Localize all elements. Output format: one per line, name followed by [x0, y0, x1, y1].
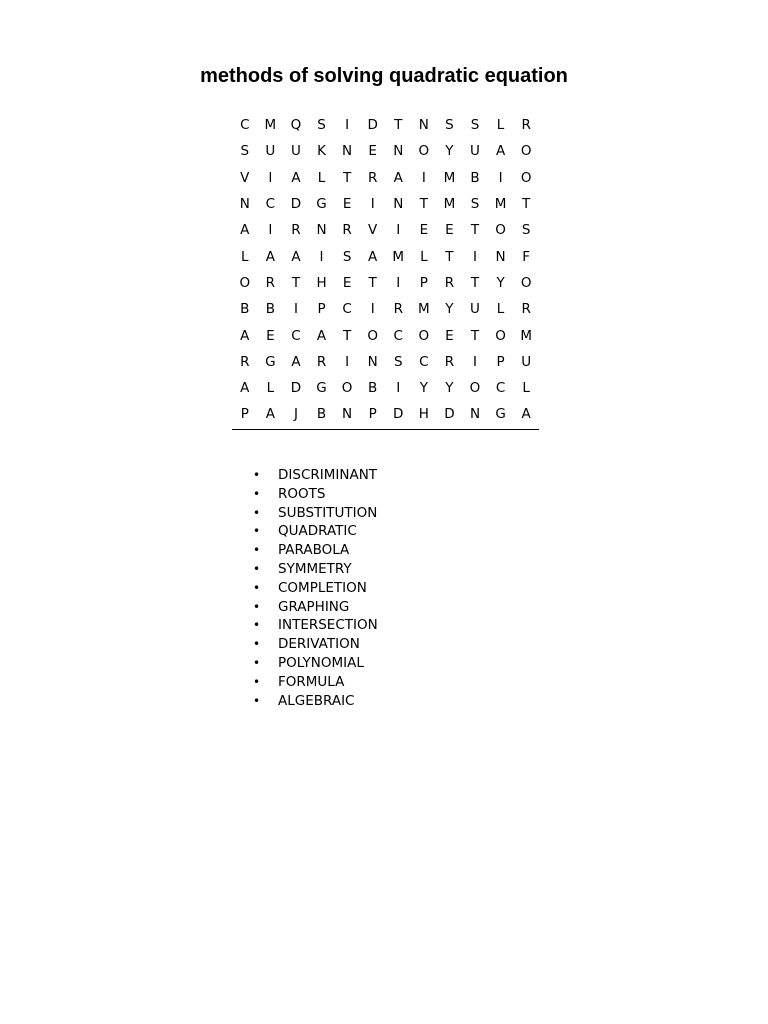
grid-letter: T	[291, 274, 301, 291]
grid-letter: U	[470, 143, 480, 160]
grid-letter: S	[393, 353, 403, 370]
grid-row	[232, 296, 539, 322]
grid-letter: L	[420, 248, 428, 265]
grid-letter: E	[266, 327, 275, 344]
grid-letter: P	[368, 406, 377, 423]
grid-letter: G	[495, 406, 506, 423]
grid-letter: C	[265, 196, 276, 213]
grid-row	[232, 138, 539, 164]
grid-letter: R	[342, 222, 352, 239]
grid-letter: R	[521, 301, 531, 318]
grid-letter: A	[393, 169, 403, 186]
grid-letter: I	[498, 169, 503, 186]
word-list-item: • INTERSECTION	[250, 616, 378, 635]
grid-letter: O	[418, 327, 430, 344]
grid-letter: A	[240, 327, 250, 344]
grid-row	[232, 191, 539, 217]
grid-letter: L	[496, 117, 505, 134]
grid-row	[232, 401, 539, 427]
grid-letter: V	[368, 222, 378, 239]
grid-letter: C	[342, 301, 352, 318]
grid-row	[232, 349, 539, 375]
grid-letter: M	[443, 169, 456, 186]
grid-letter: L	[496, 301, 505, 318]
grid-letter: R	[291, 222, 301, 239]
grid-letter: U	[521, 353, 532, 370]
grid-letter: E	[342, 196, 352, 213]
grid-letter: D	[367, 117, 378, 134]
grid-letter: P	[240, 406, 249, 423]
grid-letter: G	[265, 353, 276, 370]
grid-letter: I	[396, 274, 401, 291]
grid-letter: O	[520, 143, 532, 160]
grid-letter: P	[317, 301, 326, 318]
grid-letter: A	[240, 222, 250, 239]
grid-letter: G	[316, 380, 327, 397]
grid-letter: L	[266, 380, 275, 397]
grid-letter: S	[470, 196, 480, 213]
grid-letter: N	[239, 196, 250, 213]
grid-letter: G	[316, 196, 327, 213]
grid-letter: C	[240, 117, 250, 134]
grid-letter: E	[342, 274, 352, 291]
word-list-item: • QUADRATIC	[250, 522, 378, 541]
grid-letter: A	[291, 169, 301, 186]
word-list-item: • SYMMETRY	[250, 560, 378, 579]
grid-letter: E	[419, 222, 429, 239]
grid-letter: O	[341, 380, 353, 397]
grid-letter: O	[520, 169, 532, 186]
grid-letter: T	[394, 117, 403, 134]
grid-letter: N	[367, 353, 378, 370]
grid-letter: P	[496, 353, 505, 370]
grid-letter: O	[495, 222, 506, 239]
grid-letter: F	[522, 248, 531, 265]
grid-letter: A	[265, 406, 275, 423]
grid-letter: R	[393, 301, 403, 318]
word-list-item: • ROOTS	[250, 485, 378, 504]
grid-letter: N	[418, 117, 429, 134]
grid-letter: A	[265, 248, 275, 265]
page-title: methods of solving quadratic equation	[200, 65, 568, 87]
grid-row	[232, 217, 539, 243]
grid-letter: E	[445, 222, 454, 239]
grid-letter: N	[495, 248, 506, 265]
grid-letter: N	[393, 143, 404, 160]
word-list-item: • COMPLETION	[250, 579, 378, 598]
grid-letter: R	[367, 169, 378, 186]
grid-letter: N	[393, 196, 404, 213]
grid-letter: C	[393, 327, 403, 344]
word-list-item: • POLYNOMIAL	[250, 654, 378, 673]
grid-letter: I	[293, 301, 298, 318]
grid-row	[232, 243, 539, 269]
grid-letter: R	[240, 353, 250, 370]
grid-letter: L	[241, 248, 249, 265]
grid-letter: S	[240, 143, 250, 160]
grid-letter: T	[368, 274, 377, 291]
word-search-grid	[232, 112, 539, 430]
grid-letter: I	[345, 353, 350, 370]
grid-letter: B	[470, 169, 480, 186]
grid-letter: H	[316, 274, 327, 291]
word-list-item: • DERIVATION	[250, 635, 378, 654]
word-list-item: • ALGEBRAIC	[250, 692, 378, 711]
grid-letter: C	[419, 353, 429, 370]
grid-letter: S	[317, 117, 326, 134]
grid-letter: E	[368, 143, 377, 160]
grid-letter: R	[444, 274, 455, 291]
grid-letter: B	[316, 406, 327, 423]
grid-letter: U	[265, 143, 276, 160]
grid-letter: D	[290, 196, 302, 213]
grid-letter: T	[419, 196, 428, 213]
grid-letter: T	[522, 196, 531, 213]
grid-letter: N	[342, 143, 353, 160]
word-list-item: • GRAPHING	[250, 598, 378, 617]
grid-letter: K	[317, 143, 326, 160]
grid-letter: S	[521, 222, 531, 239]
word-list	[250, 466, 378, 710]
grid-letter: Y	[445, 301, 454, 318]
grid-letter: T	[342, 327, 352, 344]
grid-letter: S	[445, 117, 454, 134]
grid-letter: Q	[290, 117, 302, 134]
grid-letter: Y	[445, 380, 454, 397]
grid-letter: A	[368, 248, 378, 265]
grid-letter: I	[268, 222, 273, 239]
grid-letter: I	[319, 248, 324, 265]
grid-letter: C	[291, 327, 301, 344]
word-list-item: • FORMULA	[250, 673, 378, 692]
grid-letter: M	[392, 248, 405, 265]
grid-letter: M	[443, 196, 456, 213]
grid-letter: O	[418, 143, 430, 160]
grid-letter: N	[316, 222, 327, 239]
grid-letter: A	[291, 353, 301, 370]
grid-letter: T	[470, 222, 480, 239]
grid-letter: V	[240, 169, 250, 186]
grid-letter: J	[293, 406, 298, 423]
grid-letter: B	[368, 380, 378, 397]
word-list-item: • SUBSTITUTION	[250, 504, 378, 523]
grid-letter: A	[316, 327, 327, 344]
grid-letter: R	[521, 117, 531, 134]
grid-letter: I	[473, 353, 477, 370]
grid-letter: Y	[419, 380, 428, 397]
grid-row	[232, 270, 539, 296]
grid-row	[232, 165, 539, 191]
grid-row	[232, 112, 539, 138]
grid-letter: P	[419, 274, 428, 291]
grid-letter: S	[342, 248, 352, 265]
grid-letter: B	[265, 301, 275, 318]
grid-letter: I	[345, 117, 350, 134]
grid-letter: D	[393, 406, 404, 423]
grid-letter: O	[495, 327, 506, 344]
grid-letter: I	[396, 380, 401, 397]
grid-letter: C	[495, 380, 506, 397]
grid-row	[232, 375, 539, 401]
word-list-item: • DISCRIMINANT	[250, 466, 378, 485]
grid-letter: T	[445, 248, 454, 265]
grid-letter: I	[421, 169, 426, 186]
grid-letter: A	[291, 248, 301, 265]
grid-letter: O	[469, 380, 481, 397]
grid-letter: I	[268, 169, 273, 186]
grid-letter: T	[470, 327, 480, 344]
grid-letter: B	[240, 301, 250, 318]
grid-letter: A	[240, 380, 250, 397]
grid-letter: L	[522, 380, 530, 397]
grid-letter: A	[495, 143, 506, 160]
grid-letter: D	[290, 380, 302, 397]
grid-letter: T	[470, 274, 480, 291]
grid-letter: R	[316, 353, 327, 370]
grid-letter: I	[370, 301, 375, 318]
grid-letter: L	[317, 169, 326, 186]
word-list-item: • PARABOLA	[250, 541, 378, 560]
grid-letter: I	[396, 222, 401, 239]
grid-letter: A	[521, 406, 531, 423]
grid-letter: Y	[445, 143, 454, 160]
grid-letter: E	[445, 327, 454, 344]
grid-letter: M	[520, 327, 532, 344]
grid-letter: O	[520, 274, 532, 291]
grid-letter: Y	[496, 274, 505, 291]
grid-letter: S	[470, 117, 480, 134]
grid-letter: O	[239, 274, 251, 291]
grid-letter: T	[342, 169, 352, 186]
grid-letter: N	[469, 406, 481, 423]
grid-row	[232, 322, 539, 348]
grid-letter: O	[367, 327, 378, 344]
grid-letter: R	[265, 274, 276, 291]
grid-letter: M	[494, 196, 507, 213]
grid-letter: H	[418, 406, 429, 423]
grid-letter: I	[370, 196, 375, 213]
grid-letter: U	[291, 143, 301, 160]
grid-letter: M	[418, 301, 430, 318]
grid-letter: N	[342, 406, 353, 423]
grid-letter: U	[470, 301, 480, 318]
grid-letter: M	[264, 117, 277, 134]
grid-letter: I	[473, 248, 477, 265]
grid-letter: R	[444, 353, 455, 370]
grid-letter: D	[444, 406, 455, 423]
